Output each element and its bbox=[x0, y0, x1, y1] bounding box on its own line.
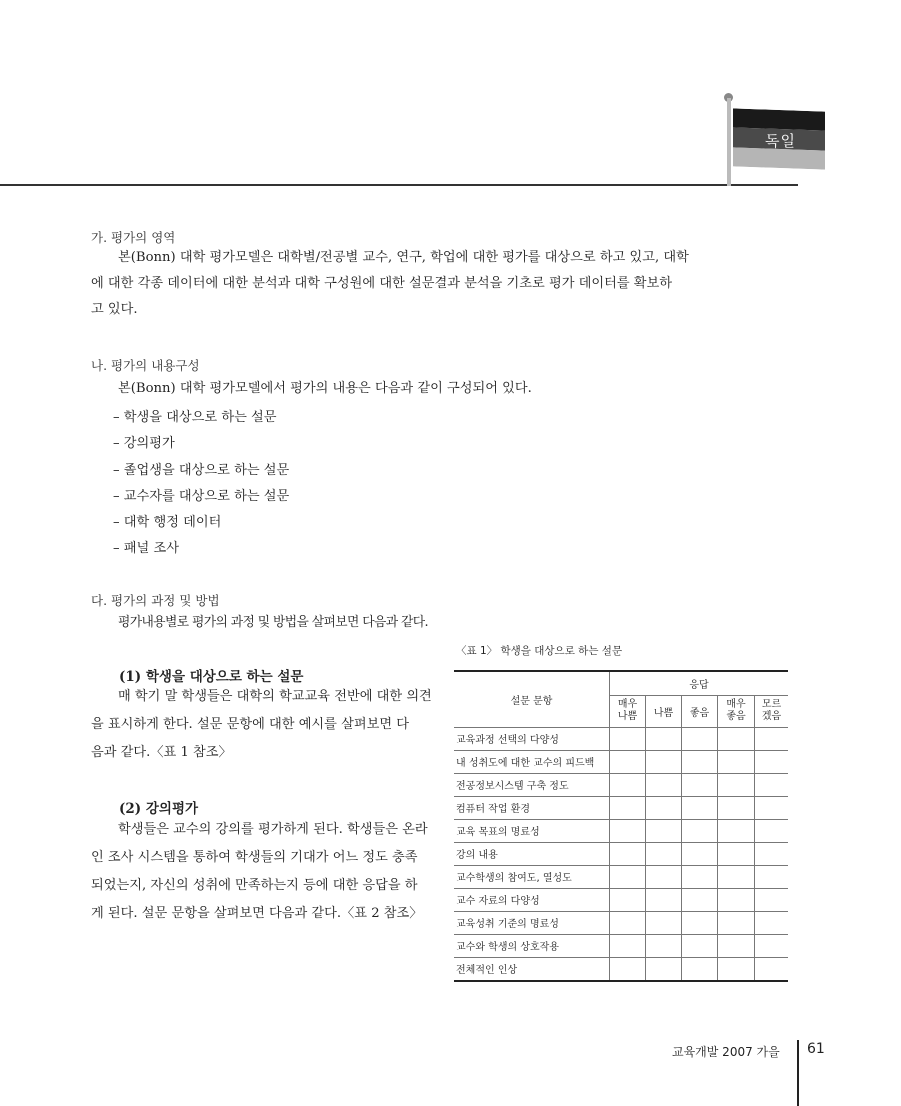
response-cell bbox=[718, 750, 755, 773]
question-item: 전공정보시스템 구축 정도 bbox=[454, 773, 610, 796]
journal-title: 교육개발 2007 가을 bbox=[672, 1045, 780, 1059]
response-cell bbox=[718, 934, 755, 957]
response-cell bbox=[755, 934, 789, 957]
response-cell bbox=[682, 750, 718, 773]
footer-divider bbox=[797, 1040, 799, 1106]
table-row bbox=[454, 750, 788, 773]
response-cell bbox=[646, 750, 682, 773]
subsection-1-line: 음과 같다.〈표 1 참조〉 bbox=[91, 745, 232, 760]
response-cell bbox=[682, 819, 718, 842]
response-cell bbox=[646, 957, 682, 981]
response-cell bbox=[755, 865, 789, 888]
subsection-2-line: 되었는지, 자신의 성취에 만족하는지 등에 대한 응답을 하 bbox=[91, 878, 418, 893]
response-cell bbox=[610, 796, 646, 819]
response-cell bbox=[682, 727, 718, 750]
table-header-group: 응답 bbox=[610, 671, 789, 695]
table-header-item: 설문 문항 bbox=[454, 671, 610, 727]
section-ga-heading: 가. 평가의 영역 bbox=[91, 230, 176, 245]
response-cell bbox=[755, 888, 789, 911]
table-row bbox=[454, 934, 788, 957]
subsection-1-line: 을 표시하게 한다. 설문 문항에 대한 예시를 살펴보면 다 bbox=[91, 717, 409, 732]
table-row bbox=[454, 773, 788, 796]
question-item: 교육과정 선택의 다양성 bbox=[454, 727, 610, 750]
response-cell bbox=[646, 773, 682, 796]
response-cell bbox=[718, 819, 755, 842]
section-ga-line-1: 본(Bonn) 대학 평가모델은 대학별/전공별 교수, 연구, 학업에 대한 평가를 대상으로 하고 있고, 대학 bbox=[118, 250, 689, 265]
response-cell bbox=[718, 957, 755, 981]
response-cell bbox=[682, 934, 718, 957]
table-row bbox=[454, 957, 788, 981]
subsection-2-line: 인 조사 시스템을 통하여 학생들의 기대가 어느 정도 충족 bbox=[91, 850, 418, 865]
response-cell bbox=[646, 819, 682, 842]
table-row bbox=[454, 727, 788, 750]
section-na-bullet: – 교수자를 대상으로 하는 설문 bbox=[113, 489, 290, 504]
response-cell bbox=[610, 934, 646, 957]
question-item: 컴퓨터 작업 환경 bbox=[454, 796, 610, 819]
column-header: 모르 겠음 bbox=[755, 695, 789, 727]
table-caption: 〈표 1〉 학생을 대상으로 하는 설문 bbox=[456, 645, 623, 657]
response-cell bbox=[682, 773, 718, 796]
response-cell bbox=[610, 819, 646, 842]
subsection-2-line: 학생들은 교수의 강의를 평가하게 된다. 학생들은 온라 bbox=[118, 822, 428, 837]
response-cell bbox=[718, 773, 755, 796]
question-item: 교육성취 기준의 명료성 bbox=[454, 911, 610, 934]
column-header: 매우 나쁨 bbox=[610, 695, 646, 727]
question-item: 교육 목표의 명료성 bbox=[454, 819, 610, 842]
question-item: 교수학생의 참여도, 열성도 bbox=[454, 865, 610, 888]
table-row bbox=[454, 796, 788, 819]
response-cell bbox=[718, 727, 755, 750]
survey-table bbox=[454, 670, 788, 982]
response-cell bbox=[610, 842, 646, 865]
response-cell bbox=[610, 957, 646, 981]
response-cell bbox=[610, 865, 646, 888]
question-item: 강의 내용 bbox=[454, 842, 610, 865]
response-cell bbox=[718, 865, 755, 888]
response-cell bbox=[682, 842, 718, 865]
response-cell bbox=[610, 888, 646, 911]
response-cell bbox=[755, 957, 789, 981]
response-cell bbox=[646, 842, 682, 865]
section-na-bullet: – 졸업생을 대상으로 하는 설문 bbox=[113, 463, 290, 478]
response-cell bbox=[646, 888, 682, 911]
column-header: 좋음 bbox=[682, 695, 718, 727]
response-cell bbox=[755, 819, 789, 842]
flagpole bbox=[727, 98, 731, 186]
subsection-1-line: 매 학기 말 학생들은 대학의 학교교육 전반에 대한 의견 bbox=[118, 689, 432, 704]
response-cell bbox=[682, 911, 718, 934]
section-da-heading: 다. 평가의 과정 및 방법 bbox=[91, 593, 220, 608]
table-row bbox=[454, 888, 788, 911]
question-item: 내 성취도에 대한 교수의 피드백 bbox=[454, 750, 610, 773]
subsection-1-title: (1) 학생을 대상으로 하는 설문 bbox=[119, 669, 304, 685]
response-cell bbox=[682, 796, 718, 819]
response-cell bbox=[718, 796, 755, 819]
column-header: 매우 좋음 bbox=[718, 695, 755, 727]
response-cell bbox=[718, 911, 755, 934]
response-cell bbox=[646, 934, 682, 957]
response-cell bbox=[755, 911, 789, 934]
section-da-intro: 평가내용별로 평가의 과정 및 방법을 살펴보면 다음과 같다. bbox=[118, 615, 429, 630]
country-label: 독일 bbox=[765, 132, 796, 150]
response-cell bbox=[682, 865, 718, 888]
response-cell bbox=[682, 957, 718, 981]
section-na-bullet: – 강의평가 bbox=[113, 436, 175, 451]
section-na-bullet: – 패널 조사 bbox=[113, 541, 179, 556]
response-cell bbox=[610, 911, 646, 934]
header-rule bbox=[0, 184, 798, 186]
response-cell bbox=[755, 842, 789, 865]
table-row bbox=[454, 911, 788, 934]
response-cell bbox=[646, 796, 682, 819]
section-na-bullet: – 학생을 대상으로 하는 설문 bbox=[113, 410, 277, 425]
question-item: 교수와 학생의 상호작용 bbox=[454, 934, 610, 957]
question-item: 교수 자료의 다양성 bbox=[454, 888, 610, 911]
section-na-intro: 본(Bonn) 대학 평가모델에서 평가의 내용은 다음과 같이 구성되어 있다. bbox=[118, 381, 532, 396]
response-cell bbox=[755, 727, 789, 750]
response-cell bbox=[610, 750, 646, 773]
subsection-2-title: (2) 강의평가 bbox=[119, 801, 199, 817]
response-cell bbox=[646, 865, 682, 888]
response-cell bbox=[755, 796, 789, 819]
response-cell bbox=[718, 842, 755, 865]
question-item: 전체적인 인상 bbox=[454, 957, 610, 981]
response-cell bbox=[755, 773, 789, 796]
subsection-2-line: 게 된다. 설문 문항을 살펴보면 다음과 같다.〈표 2 참조〉 bbox=[91, 906, 423, 921]
response-cell bbox=[646, 727, 682, 750]
section-na-heading: 나. 평가의 내용구성 bbox=[91, 358, 200, 373]
section-ga-line-3: 고 있다. bbox=[91, 302, 138, 317]
response-cell bbox=[610, 773, 646, 796]
response-cell bbox=[718, 888, 755, 911]
response-cell bbox=[610, 727, 646, 750]
column-header: 나쁨 bbox=[646, 695, 682, 727]
table-row bbox=[454, 842, 788, 865]
response-cell bbox=[755, 750, 789, 773]
table-row bbox=[454, 865, 788, 888]
section-ga-line-2: 에 대한 각종 데이터에 대한 분석과 대학 구성원에 대한 설문결과 분석을 기초로 평가 데이터를 확보하 bbox=[91, 276, 672, 291]
table-row bbox=[454, 819, 788, 842]
response-cell bbox=[646, 911, 682, 934]
response-cell bbox=[682, 888, 718, 911]
page-number: 61 bbox=[807, 1041, 825, 1057]
section-na-bullet: – 대학 행정 데이터 bbox=[113, 515, 222, 530]
